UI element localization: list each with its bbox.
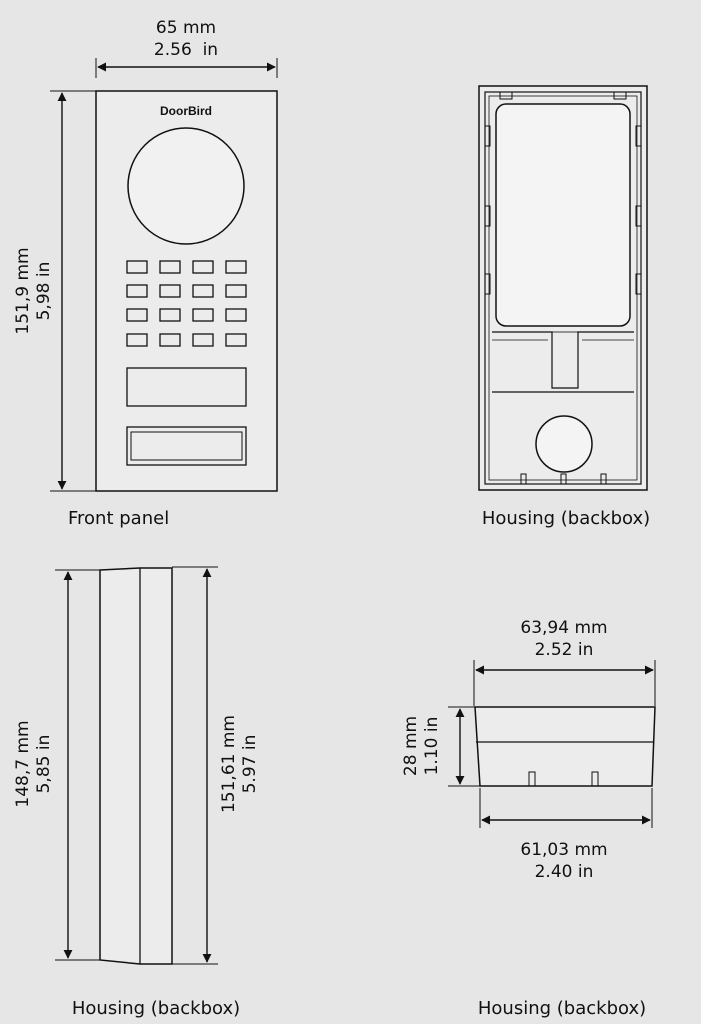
housing-front-view	[479, 86, 650, 529]
housing-module-compartment	[496, 104, 630, 326]
bottom-depth-mm: 28 mm	[401, 715, 421, 777]
front-width-in: 2.56 in	[153, 40, 219, 60]
bottom-width-in: 2.40 in	[534, 862, 594, 882]
housing-bottom-caption: Housing (backbox)	[477, 998, 647, 1019]
cable-entry-hole	[536, 416, 592, 472]
housing-side-view	[13, 567, 260, 1019]
front-height-mm: 151,9 mm	[13, 247, 33, 335]
front-width-mm: 65 mm	[155, 18, 217, 38]
bottom-top-width-mm: 63,94 mm	[520, 618, 608, 638]
camera-lens-circle	[128, 128, 244, 244]
housing-front-caption: Housing (backbox)	[481, 508, 651, 529]
bottom-depth-in: 1.10 in	[422, 716, 442, 776]
front-height-in: 5,98 in	[34, 261, 54, 321]
side-right-height-mm: 151,61 mm	[219, 714, 239, 814]
housing-bottom-view	[401, 618, 655, 1019]
front-panel-caption: Front panel	[68, 508, 170, 529]
housing-side-profile	[100, 568, 172, 964]
side-left-height-mm: 148,7 mm	[13, 720, 33, 808]
bottom-width-mm: 61,03 mm	[520, 840, 608, 860]
bottom-top-width-in: 2.52 in	[534, 640, 594, 660]
side-right-height-in: 5.97 in	[240, 734, 260, 794]
front-panel-view	[13, 18, 277, 529]
doorbird-logo: DoorBird	[160, 104, 212, 118]
side-left-height-in: 5,85 in	[34, 734, 54, 794]
housing-side-caption: Housing (backbox)	[71, 998, 241, 1019]
housing-bottom-profile	[475, 707, 655, 786]
